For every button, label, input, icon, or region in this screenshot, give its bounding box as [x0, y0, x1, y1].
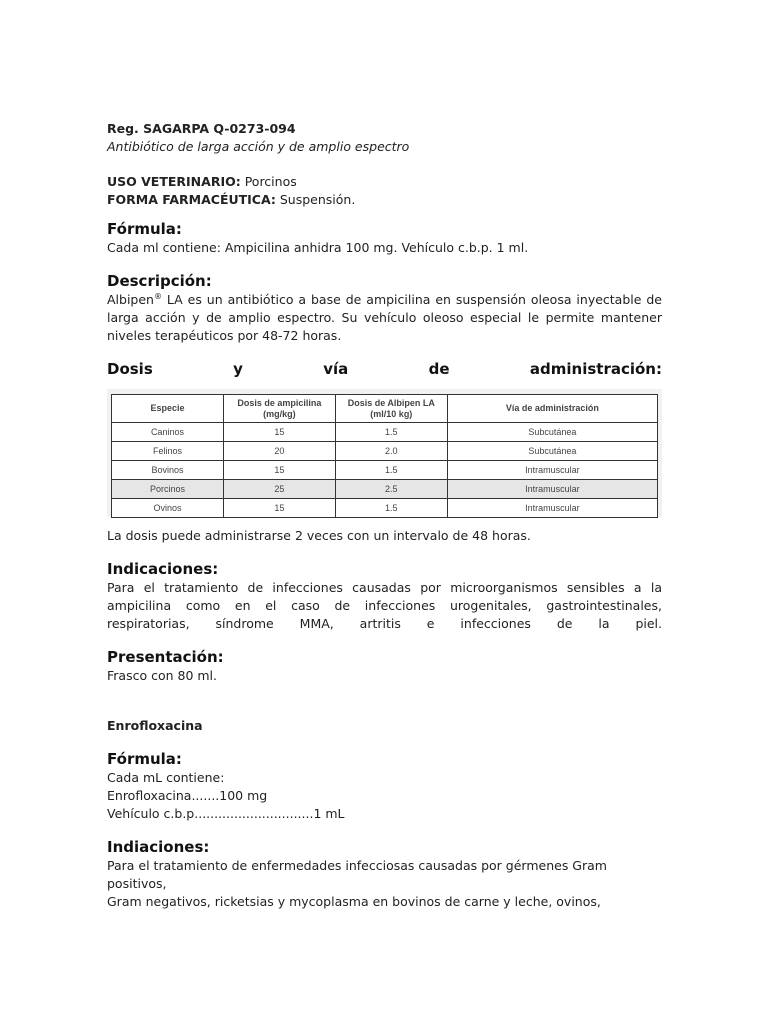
table-cell: Subcutánea [447, 423, 657, 442]
presentacion-heading: Presentación: [107, 648, 224, 666]
formula-heading: Fórmula: [107, 220, 182, 238]
enro-indicaciones-heading: Indiaciones: [107, 838, 210, 856]
dosis-word-1: Dosis [107, 360, 153, 378]
enro-formula-line: Cada mL contiene: [107, 770, 225, 785]
dosage-table-image [107, 389, 662, 517]
descripcion-body: LA es un antibiótico a base de ampicilina en suspensión oleosa inyectable de larga acción y de amplio espectro. Su vehículo oleoso especial le permite mantener niveles terapéuticos por 48-72 horas. [107, 292, 662, 343]
table-cell: Bovinos [112, 461, 224, 480]
table-cell: Caninos [112, 423, 224, 442]
table-cell: 2.5 [335, 480, 447, 499]
descripcion-heading: Descripción: [107, 272, 212, 290]
forma-label: FORMA FARMACÉUTICA: [107, 192, 276, 207]
dosis-word-3: vía [323, 360, 349, 378]
uso-label: USO VETERINARIO: [107, 174, 241, 189]
table-header-cell: Dosis de Albipen LA (ml/10 kg) [335, 395, 447, 423]
table-header-row [112, 395, 658, 423]
uso-value: Porcinos [240, 174, 297, 189]
dosis-heading [107, 359, 662, 379]
table-cell: Intramuscular [447, 461, 657, 480]
table-header-cell: Dosis de ampicilina (mg/kg) [223, 395, 335, 423]
presentacion-text: Frasco con 80 ml. [107, 668, 218, 683]
table-row [112, 461, 658, 480]
enro-indicaciones-line: Gram negativos, ricketsias y mycoplasma en bovinos de carne y leche, ovinos, [107, 894, 601, 909]
table-cell: Porcinos [112, 480, 224, 499]
descripcion-text [107, 291, 662, 345]
table-row [112, 442, 658, 461]
table-cell: 25 [223, 480, 335, 499]
indicaciones-text: Para el tratamiento de infecciones causadas por microorganismos sensibles a la ampicilina como en el caso de infecciones urogenitales, gastrointestinales, respiratorias, síndrome MMA, artritis e infecciones de la piel. [107, 580, 662, 631]
registered-mark: ® [153, 291, 162, 301]
forma-farmaceutica [107, 191, 662, 209]
enro-formula-heading: Fórmula: [107, 750, 182, 768]
brand-name: Albipen [107, 292, 154, 307]
table-cell: 15 [223, 423, 335, 442]
enrofloxacina-title: Enrofloxacina [107, 718, 203, 733]
formula-text: Cada ml contiene: Ampicilina anhidra 100 mg. Vehículo c.b.p. 1 ml. [107, 240, 529, 255]
table-row [112, 499, 658, 518]
forma-value: Suspensión. [275, 192, 356, 207]
table-cell: 15 [223, 499, 335, 518]
table-row [112, 423, 658, 442]
table-cell: 1.5 [335, 461, 447, 480]
enro-formula-line: Enrofloxacina.......100 mg [107, 788, 268, 803]
table-cell: 15 [223, 461, 335, 480]
table-header-cell: Vía de administración [447, 395, 657, 423]
table-cell: Ovinos [112, 499, 224, 518]
table-cell: Intramuscular [447, 480, 657, 499]
table-cell: 20 [223, 442, 335, 461]
indicaciones-heading: Indicaciones: [107, 560, 219, 578]
table-cell: Felinos [112, 442, 224, 461]
enro-indicaciones-line: Para el tratamiento de enfermedades infecciosas causadas por gérmenes Gram positivos, [107, 858, 607, 891]
table-cell: Subcutánea [447, 442, 657, 461]
dosis-word-4: de [428, 360, 450, 378]
document-page [107, 120, 662, 911]
table-cell: 1.5 [335, 423, 447, 442]
product-subtitle: Antibiótico de larga acción y de amplio espectro [107, 139, 410, 154]
uso-veterinario [107, 173, 662, 191]
table-header-cell: Especie [112, 395, 224, 423]
dosis-note: La dosis puede administrarse 2 veces con un intervalo de 48 horas. [107, 528, 531, 543]
dosis-word-5: administración: [529, 360, 662, 378]
enro-formula-line: Vehículo c.b.p..............................1 mL [107, 806, 345, 821]
table-cell: 2.0 [335, 442, 447, 461]
registration-number: Reg. SAGARPA Q-0273-094 [107, 121, 296, 136]
dosis-word-2: y [233, 360, 243, 378]
table-row [112, 480, 658, 499]
table-cell: 1.5 [335, 499, 447, 518]
table-cell: Intramuscular [447, 499, 657, 518]
dosage-table [111, 394, 658, 518]
